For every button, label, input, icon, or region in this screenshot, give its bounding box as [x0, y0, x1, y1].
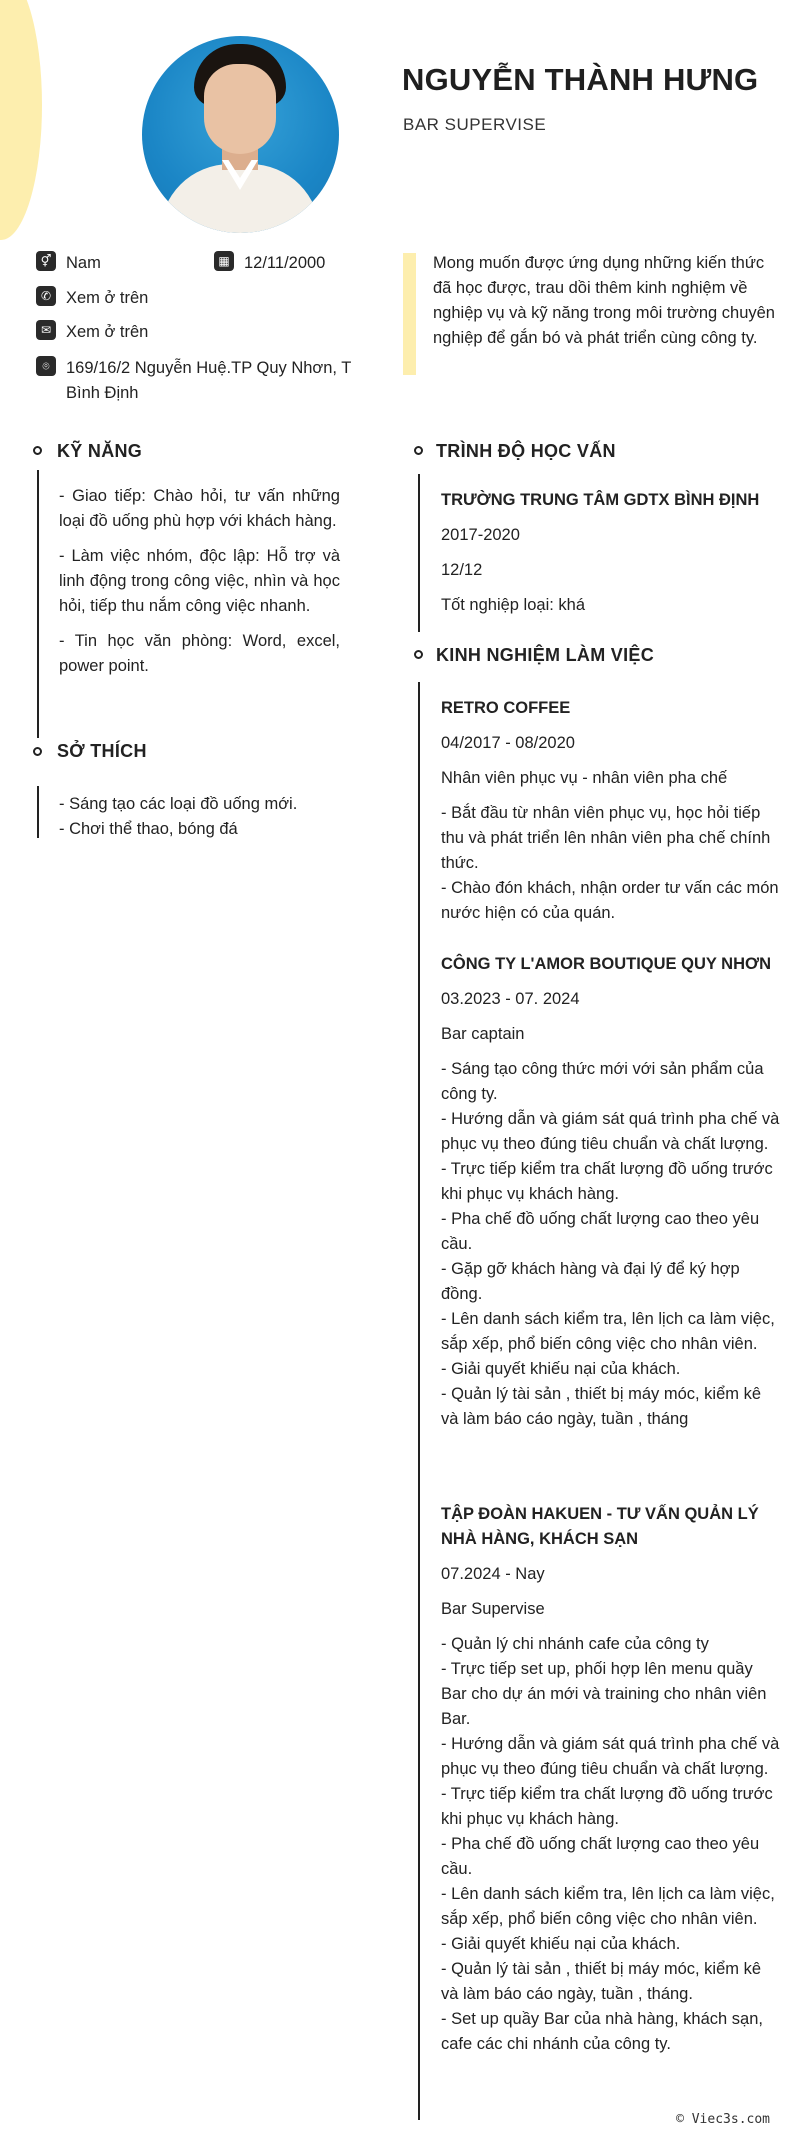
hobbies-list	[59, 792, 340, 842]
job-duty: - Trực tiếp kiểm tra chất lượng đồ uống trước khi phục vụ khách hàng.	[441, 1160, 773, 1203]
email-icon: ✉	[36, 320, 56, 340]
skills-title: KỸ NĂNG	[57, 441, 143, 461]
job-position: Nhân viên phục vụ - nhân viên pha chế	[441, 769, 728, 787]
job-block	[441, 952, 781, 1432]
job-duty: - Gặp gỡ khách hàng và đại lý để ký hợp đồng.	[441, 1260, 740, 1303]
school-name: TRƯỜNG TRUNG TÂM GDTX BÌNH ĐỊNH	[441, 491, 760, 509]
experience-line	[418, 682, 420, 2120]
education-result: Tốt nghiệp loại: khá	[441, 596, 586, 614]
education-period: 2017-2020	[441, 526, 520, 544]
location-pin-icon: ⌾	[36, 356, 56, 376]
job-duty: - Lên danh sách kiểm tra, lên lịch ca làm việc, sắp xếp, phổ biến công việc cho nhân viên.	[441, 1885, 775, 1928]
hobby-item: - Chơi thể thao, bóng đá	[59, 820, 238, 838]
gender-row	[36, 251, 101, 276]
address-row	[36, 356, 366, 406]
address-line-1: 169/16/2 Nguyễn Huệ.TP Quy Nhơn, T	[66, 359, 352, 377]
job-duty: - Giải quyết khiếu nại của khách.	[441, 1360, 681, 1378]
decorative-shape	[0, 0, 42, 240]
job-block	[441, 696, 781, 926]
job-duty: - Trực tiếp kiểm tra chất lượng đồ uống trước khi phục vụ khách hàng.	[441, 1785, 773, 1828]
job-position: Bar captain	[441, 1025, 525, 1043]
section-bullet	[414, 650, 423, 659]
job-position: Bar Supervise	[441, 1600, 545, 1618]
hobbies-title: SỞ THÍCH	[57, 741, 147, 761]
candidate-name: NGUYỄN THÀNH HƯNG	[402, 62, 759, 97]
job-duty: - Sáng tạo công thức mới với sản phẩm của công ty.	[441, 1060, 764, 1103]
address-line-2: Bình Định	[66, 384, 139, 402]
job-duty: - Bắt đầu từ nhân viên phục vụ, học hỏi tiếp thu và phát triển lên nhân viên pha chế chính thức.	[441, 804, 771, 872]
education-grade: 12/12	[441, 561, 483, 579]
phone-value: Xem ở trên	[66, 289, 149, 307]
objective-accent-bar	[403, 253, 416, 375]
experience-title: KINH NGHIỆM LÀM VIỆC	[436, 645, 655, 665]
gender-icon: ⚥	[36, 251, 56, 271]
job-duty: - Quản lý tài sản , thiết bị máy móc, kiểm kê và làm báo cáo ngày, tuần , tháng	[441, 1385, 762, 1428]
skill-item: - Tin học văn phòng: Word, excel, power point.	[59, 632, 340, 675]
job-duty: - Chào đón khách, nhận order tư vấn các món nước hiện có của quán.	[441, 879, 779, 922]
skill-item: - Giao tiếp: Chào hỏi, tư vấn những loại đồ uống phù hợp với khách hàng.	[59, 487, 340, 530]
section-bullet	[33, 747, 42, 756]
education-line	[418, 474, 420, 632]
email-value: Xem ở trên	[66, 323, 149, 341]
job-duty: - Giải quyết khiếu nại của khách.	[441, 1935, 681, 1953]
job-block	[441, 1502, 781, 2057]
calendar-icon: ▦	[214, 251, 234, 271]
gender-value: Nam	[66, 254, 101, 272]
job-duty: - Pha chế đồ uống chất lượng cao theo yêu cầu.	[441, 1835, 760, 1878]
education-title: TRÌNH ĐỘ HỌC VẤN	[436, 441, 616, 461]
job-duty: - Lên danh sách kiểm tra, lên lịch ca làm việc, sắp xếp, phổ biến công việc cho nhân viên.	[441, 1310, 775, 1353]
job-duty: - Quản lý tài sản , thiết bị máy móc, kiểm kê và làm báo cáo ngày, tuần , tháng.	[441, 1960, 762, 2003]
birthday-row	[214, 251, 325, 276]
birthday-value: 12/11/2000	[244, 254, 326, 272]
phone-icon: ✆	[36, 286, 56, 306]
job-period: 04/2017 - 08/2020	[441, 734, 575, 752]
skill-item: - Làm việc nhóm, độc lập: Hỗ trợ và linh động trong công việc, nhìn và học hỏi, tiếp thu nắm công việc nhanh.	[59, 547, 340, 615]
career-objective: Mong muốn được ứng dụng những kiến thức đã học được, trau dồi thêm kinh nghiệm về nghiệp vụ và kỹ năng trong môi trường chuyên nghiệp để gắn bó và phát triển cùng công ty.	[433, 254, 775, 347]
job-duty: - Hướng dẫn và giám sát quá trình pha chế và phục vụ theo đúng tiêu chuẩn và chất lượng.	[441, 1110, 780, 1153]
job-duty: - Set up quầy Bar của nhà hàng, khách sạn, cafe các chi nhánh của công ty.	[441, 2010, 763, 2053]
job-period: 03.2023 - 07. 2024	[441, 990, 580, 1008]
section-bullet	[33, 446, 42, 455]
watermark-footer: © Viec3s.com	[676, 2112, 770, 2127]
job-duty: - Pha chế đồ uống chất lượng cao theo yêu cầu.	[441, 1210, 760, 1253]
phone-row	[36, 286, 148, 311]
avatar	[142, 36, 339, 233]
skills-line	[37, 470, 39, 738]
hobby-item: - Sáng tạo các loại đồ uống mới.	[59, 795, 298, 813]
job-duty: - Trực tiếp set up, phối hợp lên menu quầy Bar cho dự án mới và training cho nhân viên Bar.	[441, 1660, 767, 1728]
job-period: 07.2024 - Nay	[441, 1565, 545, 1583]
section-bullet	[414, 446, 423, 455]
job-duty: - Quản lý chi nhánh cafe của công ty	[441, 1635, 709, 1653]
email-row	[36, 320, 148, 345]
candidate-role: BAR SUPERVISE	[403, 115, 547, 134]
job-duty: - Hướng dẫn và giám sát quá trình pha chế và phục vụ theo đúng tiêu chuẩn và chất lượng.	[441, 1735, 780, 1778]
skills-list	[59, 484, 340, 689]
education-block	[441, 488, 781, 618]
hobbies-line	[37, 786, 39, 838]
company-name: TẬP ĐOÀN HAKUEN - TƯ VẤN QUẢN LÝ NHÀ HÀNG, KHÁCH SẠN	[441, 1505, 759, 1548]
company-name: CÔNG TY L'AMOR BOUTIQUE QUY NHƠN	[441, 955, 771, 973]
company-name: RETRO COFFEE	[441, 699, 571, 717]
